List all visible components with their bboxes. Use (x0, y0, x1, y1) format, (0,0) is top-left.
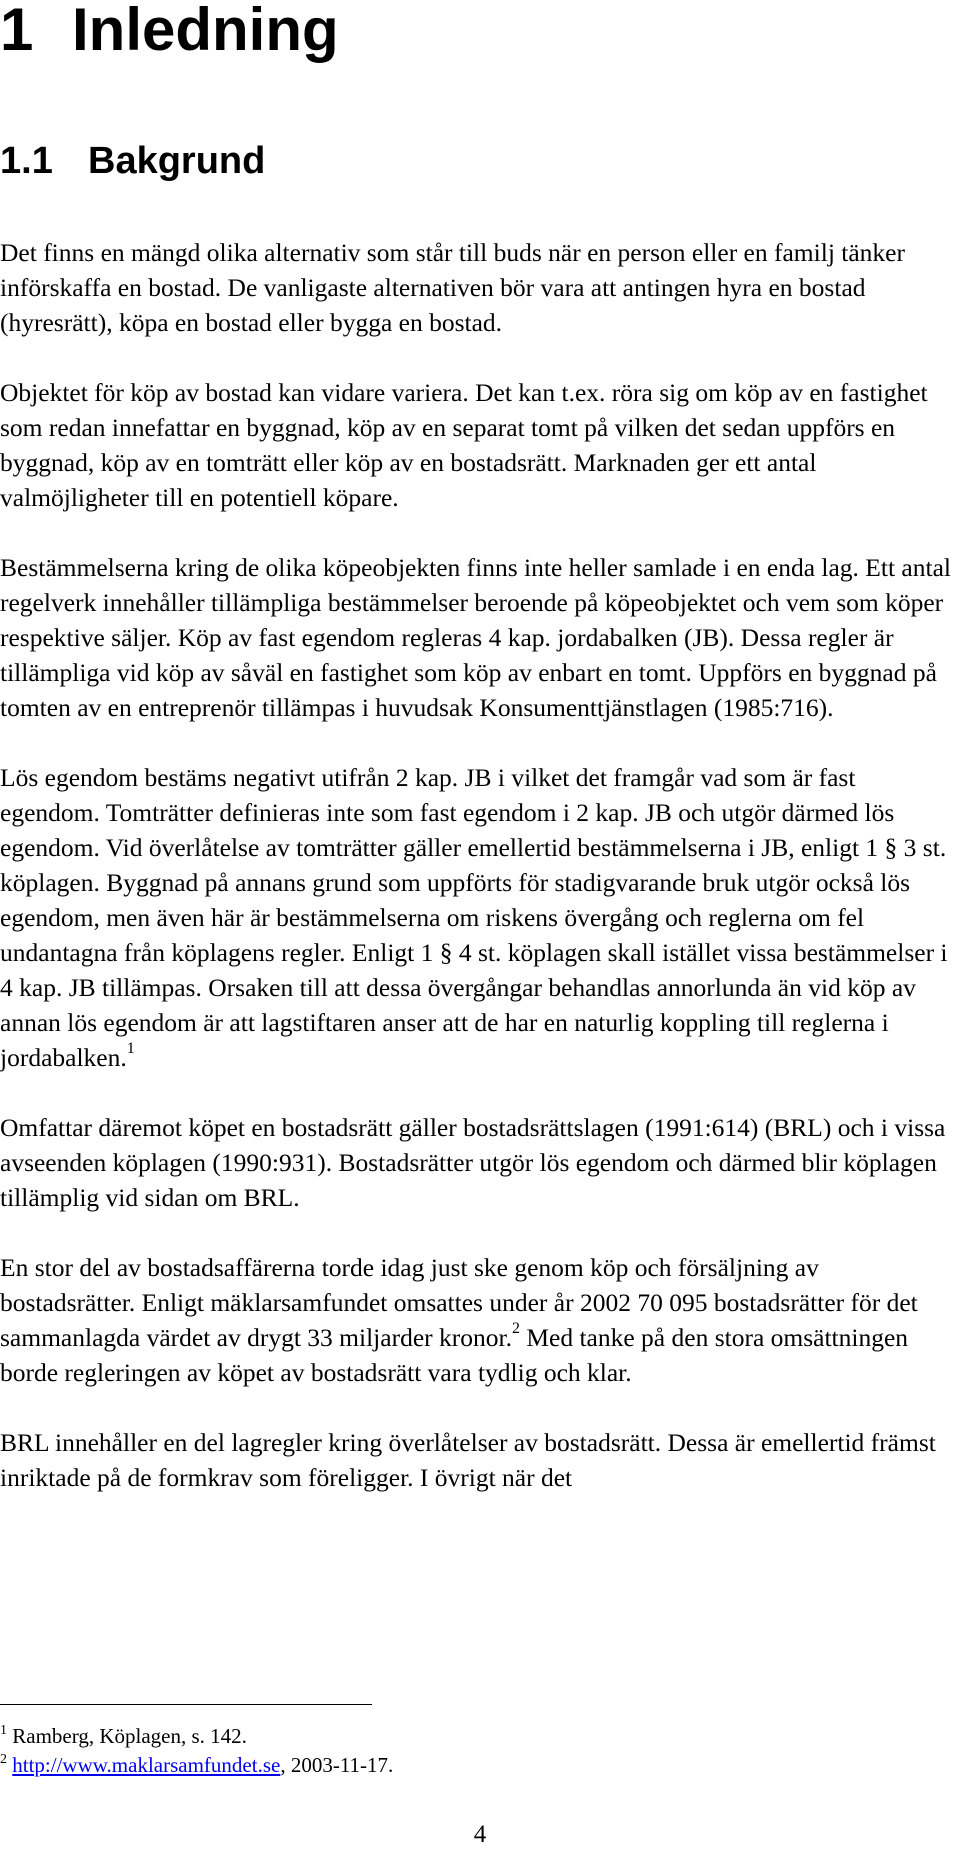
page-number: 4 (473, 1821, 487, 1848)
paragraph-6-text-a: En stor del av bostadsaffärerna torde idag just ske genom köp och försäljning av bostadsrätter. Enligt mäklarsamfundet omsattes under år 2002 70 095 bostadsrätter för det sammanlagda värdet av drygt 33 miljarder kronor. (0, 1253, 918, 1352)
paragraph-2: Objektet för köp av bostad kan vidare variera. Det kan t.ex. röra sig om köp av en fastighet som redan innefattar en byggnad, köp av en separat tomt på vilken det sedan uppförs en byggnad, köp av en tomträtt eller köp av en bostadsrätt. Marknaden ger ett antal valmöjligheter till en potentiell köpare. (0, 378, 928, 512)
footnote-ref-1[interactable]: 1 (126, 1040, 135, 1057)
paragraph-6 (0, 1250, 960, 1390)
footnote-separator (0, 1704, 372, 1705)
paragraph-3: Bestämmelserna kring de olika köpeobjekten finns inte heller samlade i en enda lag. Ett antal regelverk innehåller tillämpliga bestämmelser beroende på köpeobjektet och vem som köper respektive säljer. Köp av fast egendom regleras 4 kap. jordabalken (JB). Dessa regler är tillämpliga vid köp av såväl en fastighet som köp av enbart en tomt. Uppförs en byggnad på tomten av en entreprenör tillämpas i huvudsak Konsumenttjänstlagen (1985:716). (0, 553, 951, 722)
footnotes (0, 1722, 393, 1780)
paragraph-7: BRL innehåller en del lagregler kring överlåtelser av bostadsrätt. Dessa är emellertid främst inriktade på de formkrav som föreligger. I övrigt när det (0, 1428, 936, 1492)
footnote-1-number: 1 (0, 1723, 7, 1738)
footnote-2-link[interactable]: http://www.maklarsamfundet.se (12, 1753, 281, 1777)
chapter-heading (0, 0, 339, 66)
footnote-2 (0, 1751, 393, 1780)
section-heading (0, 138, 265, 184)
footnote-ref-2[interactable]: 2 (511, 1320, 520, 1337)
footnote-2-number: 2 (0, 1752, 7, 1767)
chapter-title: Inledning (72, 0, 339, 63)
paragraph-4-text: Lös egendom bestäms negativt utifrån 2 kap. JB i vilket det framgår vad som är fast egendom. Tomträtter definieras inte som fast egendom i 2 kap. JB och utgör därmed lös egendom. Vid överlåtelse av tomträtter gäller emellertid bestämmelserna i JB, enligt 1 § 3 st. köplagen. Byggnad på annans grund som uppförts för stadigvarande bruk utgör också lös egendom, men även här är bestämmelserna om riskens övergång och reglerna om fel undantagna från köplagens regler. Enligt 1 § 4 st. köplagen skall istället vissa bestämmelser i 4 kap. JB tillämpas. Orsaken till att dessa övergångar behandlas annorlunda än vid köp av annan lös egendom är att lagstiftaren anser att de har en naturlig koppling till reglerna i jordabalken. (0, 763, 948, 1072)
footnote-2-text: , 2003-11-17. (280, 1753, 394, 1777)
body-text (0, 235, 960, 1495)
paragraph-4 (0, 760, 960, 1075)
footnote-1 (0, 1722, 393, 1751)
paragraph-1: Det finns en mängd olika alternativ som står till buds när en person eller en familj tänker införskaffa en bostad. De vanligaste alternativen bör vara att antingen hyra en bostad (hyresrätt), köpa en bostad eller bygga en bostad. (0, 238, 905, 337)
chapter-number: 1 (0, 0, 34, 63)
footnote-1-text: Ramberg, Köplagen, s. 142. (12, 1724, 247, 1748)
section-number: 1.1 (0, 140, 53, 182)
paragraph-5: Omfattar däremot köpet en bostadsrätt gäller bostadsrättslagen (1991:614) (BRL) och i vissa avseenden köplagen (1990:931). Bostadsrätter utgör lös egendom och därmed blir köplagen tillämplig vid sidan om BRL. (0, 1113, 946, 1212)
section-title: Bakgrund (88, 140, 266, 182)
paragraph-6-text-b: Med tanke på den stora omsättningen borde regleringen av köpet av bostadsrätt vara tydlig och klar. (0, 1323, 909, 1387)
